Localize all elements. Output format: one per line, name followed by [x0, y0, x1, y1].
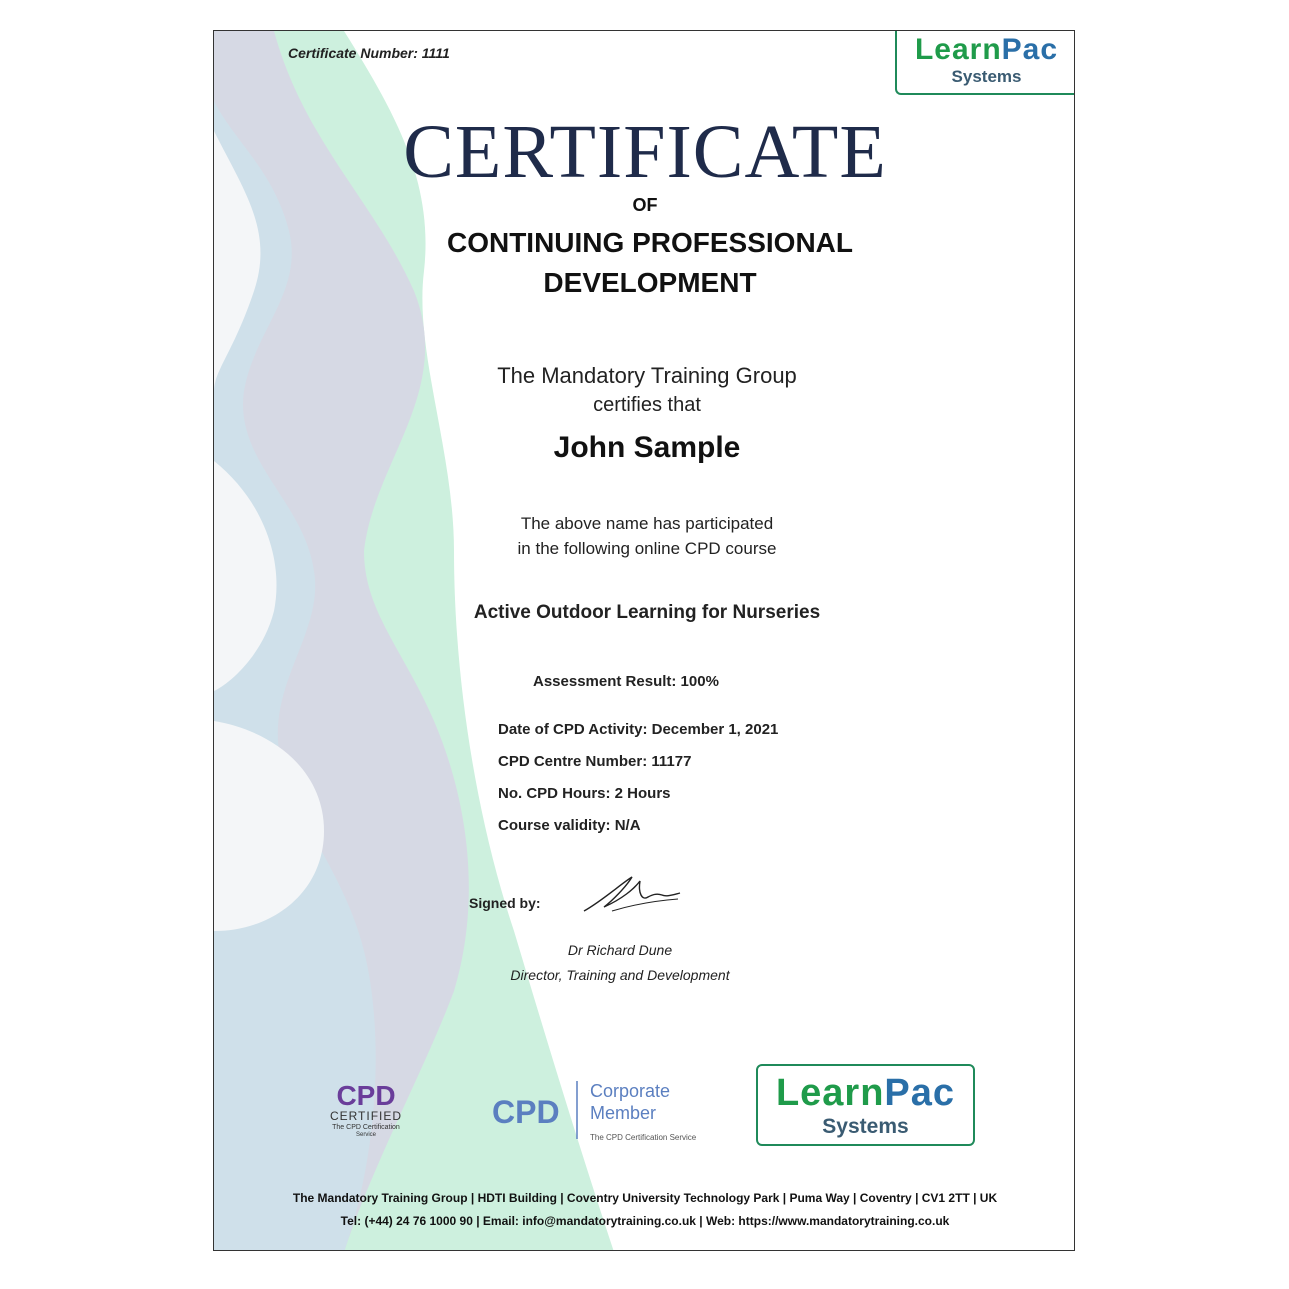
svg-text:The CPD Certification: The CPD Certification [332, 1124, 400, 1131]
certificate-subtitle-line2: DEVELOPMENT [543, 267, 757, 298]
svg-text:The CPD Certification Service: The CPD Certification Service [590, 1133, 697, 1142]
certificate-subtitle-line1: CONTINUING PROFESSIONAL [446, 227, 853, 258]
svg-text:Corporate: Corporate [590, 1081, 671, 1101]
learnpac-systems-label: Systems [951, 67, 1022, 86]
footer-contact: Tel: (+44) 24 76 1000 90 | Email: info@mandatorytraining.co.uk | Web: https://www.mandatorytraining.co.uk [340, 1214, 950, 1228]
course-name: Active Outdoor Learning for Nurseries [473, 602, 821, 623]
certificate-page [213, 30, 1075, 1251]
svg-text:Member: Member [590, 1103, 657, 1123]
recipient-name: John Sample [553, 431, 741, 464]
participation-line2: in the following online CPD course [517, 539, 777, 558]
certifies-that: certifies that [593, 394, 701, 416]
learnpac-logo-top [895, 31, 1075, 95]
signer-name: Dr Richard Dune [567, 942, 673, 958]
signer-title: Director, Training and Development [510, 967, 730, 983]
cpd-centre-number: CPD Centre Number: 11177 [498, 753, 692, 770]
issuer-name: The Mandatory Training Group [497, 363, 797, 388]
learnpac-systems-label: Systems [822, 1115, 909, 1138]
cpd-hours: No. CPD Hours: 2 Hours [498, 785, 671, 802]
footer-address: The Mandatory Training Group | HDTI Building | Coventry University Technology Park | Puma Way | Coventry | CV1 2TT | UK [292, 1191, 998, 1205]
learnpac-wordmark: LearnPac [914, 33, 1059, 66]
signature-image [582, 871, 682, 915]
certificate-title: CERTIFICATE [403, 110, 887, 194]
learnpac-logo-bottom [756, 1064, 975, 1146]
date-of-cpd-activity: Date of CPD Activity: December 1, 2021 [498, 721, 779, 738]
learnpac-wordmark: LearnPac [775, 1072, 956, 1114]
participation-line1: The above name has participated [520, 514, 774, 533]
signed-by-label: Signed by: [469, 895, 541, 911]
cpd-corporate-member-logo [490, 1077, 710, 1147]
svg-text:CERTIFIED: CERTIFIED [329, 1109, 403, 1123]
assessment-result: Assessment Result: 100% [533, 673, 719, 690]
certificate-number: Certificate Number: 1111 [288, 45, 450, 61]
svg-text:CPD: CPD [492, 1094, 560, 1130]
svg-text:Service: Service [355, 1132, 377, 1138]
svg-text:CPD: CPD [336, 1080, 396, 1111]
cpd-certified-logo [326, 1075, 406, 1145]
course-validity: Course validity: N/A [498, 817, 641, 834]
certificate-of: OF [632, 195, 658, 215]
